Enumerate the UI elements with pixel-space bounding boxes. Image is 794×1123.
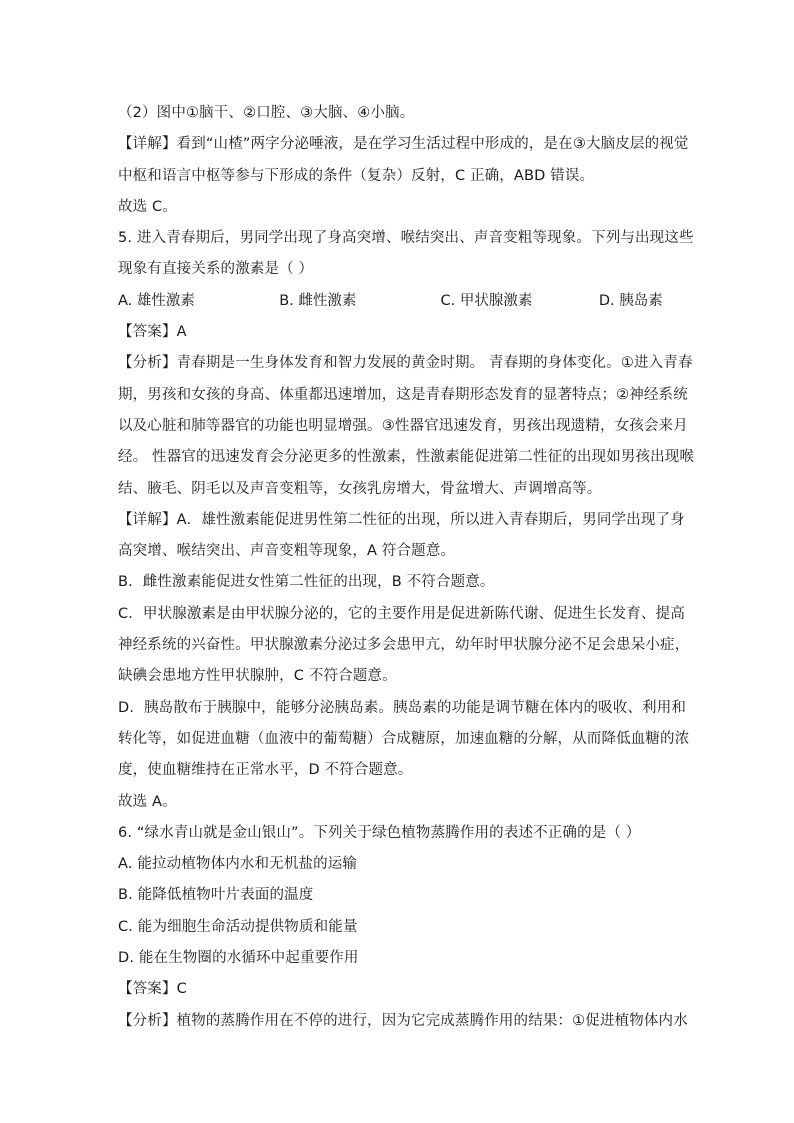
text-line: 神经系统的兴奋性。甲状腺激素分泌过多会患甲亢，幼年时甲状腺分泌不足会患呆小症，: [118, 637, 690, 654]
text-line: 高突增、喉结突出、声音变粗等现象，A 符合题意。: [118, 543, 456, 560]
option-a: A. 能拉动植物体内水和无机盐的运输: [118, 856, 358, 873]
text-line: 期，男孩和女孩的身高、体重都迅速增加，这是青春期形态发育的显著特点；②神经系统: [118, 386, 688, 403]
option-b: B. 雌性激素: [279, 292, 357, 309]
question-5-stem: 5. 进入青春期后，男同学出现了身高突增、喉结突出、声音变粗等现象。下列与出现这些: [118, 230, 694, 247]
option-c: C. 能为细胞生命活动提供物质和能量: [118, 918, 358, 935]
text-line: 以及心脏和肺等器官的功能也明显增强。③性器官迅速发育，男孩出现遗精，女孩会来月: [118, 417, 688, 434]
text-line: 结、腋毛、阴毛以及声音变粗等，女孩乳房增大，骨盆增大、声调增高等。: [118, 480, 602, 497]
text-line: 缺碘会患地方性甲状腺肿，C 不符合题意。: [118, 668, 397, 685]
question-5-options: [118, 286, 678, 317]
text-line: 中枢和语言中枢等参与下形成的条件（复杂）反射，C 正确，ABD 错误。: [118, 167, 595, 184]
text-line: D．胰岛散布于胰腺中，能够分泌胰岛素。胰岛素的功能是调节糖在体内的吸收、利用和: [118, 699, 687, 716]
text-line: （2）图中①脑干、②口腔、③大脑、④小脑。: [118, 105, 415, 121]
text-line: 【详解】A．雄性激素能促进男性第二性征的出现，所以进入青春期后，男同学出现了身: [118, 511, 685, 528]
text-line: 转化等，如促进血糖（血液中的葡萄糖）合成糖原，加速血糖的分解，从而降低血糖的浓: [118, 730, 690, 747]
option-a: A. 雄性激素: [118, 292, 195, 309]
text-line: 经。 性器官的迅速发育会分泌更多的性激素，性激素能促进第二性征的出现如男孩出现喉: [118, 449, 695, 466]
option-d: D. 能在生物圈的水循环中起重要作用: [118, 950, 359, 967]
text-line: 度，使血糖维持在正常水平，D 不符合题意。: [118, 762, 413, 779]
question-6-stem: 6. “绿水青山就是金山银山”。下列关于绿色植物蒸腾作用的表述不正确的是（ ）: [118, 824, 641, 841]
text-line: 【分析】青春期是一生身体发育和智力发展的黄金时期。 青春期的身体变化。①进入青春: [118, 355, 693, 372]
question-5-stem-cont: 现象有直接关系的激素是（ ）: [118, 261, 314, 278]
text-line: 【分析】植物的蒸腾作用在不停的进行，因为它完成蒸腾作用的结果：①促进植物体内水: [118, 1012, 688, 1029]
answer-label: 【答案】A: [118, 324, 187, 341]
document-body: [118, 98, 695, 1037]
text-line: 故选 C。: [118, 198, 177, 215]
text-line: C．甲状腺激素是由甲状腺分泌的，它的主要作用是促进新陈代谢、促进生长发育、提高: [118, 605, 685, 622]
option-b: B. 能降低植物叶片表面的温度: [118, 887, 314, 904]
answer-label: 【答案】C: [118, 981, 187, 998]
text-line: B．雌性激素能促进女性第二性征的出现，B 不符合题意。: [118, 574, 495, 591]
text-line: 故选 A。: [118, 793, 177, 810]
text-line: 【详解】看到“山楂”两字分泌唾液，是在学习生活过程中形成的，是在③大脑皮层的视觉: [118, 136, 689, 153]
option-d: D. 胰岛素: [598, 292, 663, 309]
option-c: C. 甲状腺激素: [440, 292, 533, 309]
